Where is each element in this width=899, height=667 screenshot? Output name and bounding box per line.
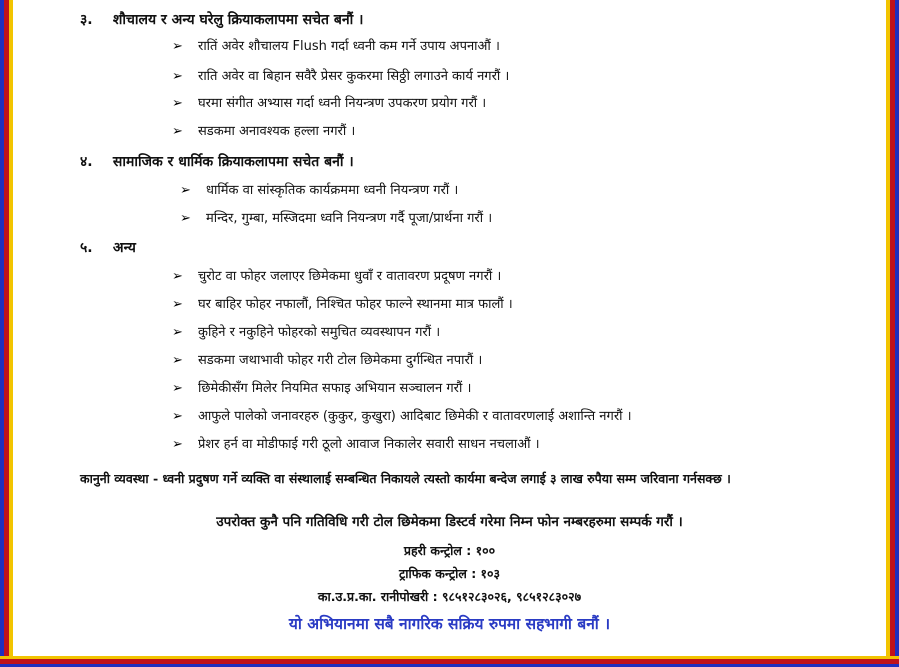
- section-3-heading: [80, 10, 363, 29]
- list-item-text: धार्मिक वा सांस्कृतिक कार्यक्रममा ध्वनी नियन्त्रण गरौं ।: [206, 183, 459, 198]
- arrow-bullet-icon: ➢: [172, 297, 183, 312]
- list-item-text: घर बाहिर फोहर नफालौं, निश्चित फोहर फाल्ने स्थानमा मात्र फालौं ।: [198, 297, 513, 312]
- list-item: [180, 180, 458, 198]
- arrow-bullet-icon: ➢: [172, 353, 183, 368]
- section-4-title: सामाजिक र धार्मिक क्रियाकलापमा सचेत बनौं ।: [112, 154, 354, 170]
- traffic-control-number: ट्राफिक कन्ट्रोल : १०३: [398, 566, 501, 581]
- list-item: [172, 66, 509, 84]
- list-item: [172, 294, 513, 312]
- arrow-bullet-icon: ➢: [172, 437, 183, 452]
- arrow-bullet-icon: ➢: [172, 124, 183, 139]
- list-item-text: आफुले पालेको जनावरहरु (कुकुर, कुखुरा) आदिबाट छिमेकी र वातावरणलाई अशान्ति नगरौं ।: [198, 409, 632, 424]
- section-5-number: ५.: [80, 240, 93, 256]
- section-5-heading: [80, 238, 136, 257]
- list-item-text: चुरोट वा फोहर जलाएर छिमेकमा धुवाँ र वातावरण प्रदूषण नगरौं ।: [198, 269, 502, 284]
- arrow-bullet-icon: ➢: [172, 409, 183, 424]
- section-4-heading: [80, 152, 354, 171]
- list-item: [172, 434, 540, 452]
- arrow-bullet-icon: ➢: [172, 96, 183, 111]
- list-item-text: प्रेशर हर्न वा मोडीफाई गरी ठूलो आवाज निकालेर सवारी साधन नचलाऔं ।: [198, 437, 540, 452]
- list-item: [172, 93, 486, 111]
- area-police-office-number: का.उ.प्र.का. रानीपोखरी : ९८५१२८३०२६, ९८५१२८३०२७: [317, 589, 582, 604]
- list-item-text: मन्दिर, गुम्बा, मस्जिदमा ध्वनि नियन्त्रण गर्दै पूजा/प्रार्थना गरौं ।: [206, 211, 493, 226]
- section-3-number: ३.: [80, 12, 93, 28]
- arrow-bullet-icon: ➢: [180, 183, 191, 198]
- arrow-bullet-icon: ➢: [180, 211, 191, 226]
- legal-note: कानुनी व्यवस्था - ध्वनी प्रदुषण गर्ने व्यक्ति वा संस्थालाई सम्बन्धित निकायले त्यस्तो कार्यमा बन्देज लगाई ३ लाख रुपैया सम्म जरिवाना गर्नसक्छ ।: [80, 471, 731, 486]
- list-item: [180, 208, 492, 226]
- list-item: [172, 121, 355, 139]
- list-item: [172, 378, 471, 396]
- list-item-text: राति अवेर वा बिहान सवैरै प्रेसर कुकरमा सिठ्ठी लगाउने कार्य नगरौं ।: [198, 69, 510, 84]
- list-item: [172, 36, 500, 54]
- list-item-text: सडकमा जथाभावी फोहर गरी टोल छिमेकमा दुर्गन्धित नपारौं ।: [198, 353, 483, 368]
- section-5-title: अन्य: [112, 240, 136, 256]
- contact-intro: उपरोक्त कुनै पनि गतिविधि गरी टोल छिमेकमा डिस्टर्व गरेमा निम्न फोन नम्बरहरुमा सम्पर्क गरौं ।: [216, 514, 683, 530]
- closing-slogan: यो अभियानमा सबै नागरिक सक्रिय रुपमा सहभागी बनौं ।: [288, 615, 611, 633]
- list-item-text: सडकमा अनावश्यक हल्ला नगरौं ।: [198, 124, 356, 139]
- list-item: [172, 322, 440, 340]
- police-control-number: प्रहरी कन्ट्रोल : १००: [403, 543, 496, 558]
- list-item: [172, 266, 501, 284]
- arrow-bullet-icon: ➢: [172, 381, 183, 396]
- list-item-text: कुहिने र नकुहिने फोहरको समुचित व्यवस्थापन गरौं ।: [198, 325, 441, 340]
- list-item: [172, 350, 482, 368]
- arrow-bullet-icon: ➢: [172, 39, 183, 54]
- list-item-text: छिमेकीसँग मिलेर नियमित सफाइ अभियान सञ्चालन गरौं ।: [198, 381, 472, 396]
- section-4-number: ४.: [80, 154, 93, 170]
- list-item: [172, 406, 632, 424]
- list-item-text: घरमा संगीत अभ्यास गर्दा ध्वनी नियन्त्रण उपकरण प्रयोग गरौं ।: [198, 96, 487, 111]
- list-item-text: रातिं अवेर शौचालय Flush गर्दा ध्वनी कम गर्ने उपाय अपनाऔं ।: [198, 39, 500, 54]
- arrow-bullet-icon: ➢: [172, 269, 183, 284]
- arrow-bullet-icon: ➢: [172, 325, 183, 340]
- section-3-title: शौचालय र अन्य घरेलु क्रियाकलापमा सचेत बनौं ।: [112, 12, 364, 28]
- arrow-bullet-icon: ➢: [172, 69, 183, 84]
